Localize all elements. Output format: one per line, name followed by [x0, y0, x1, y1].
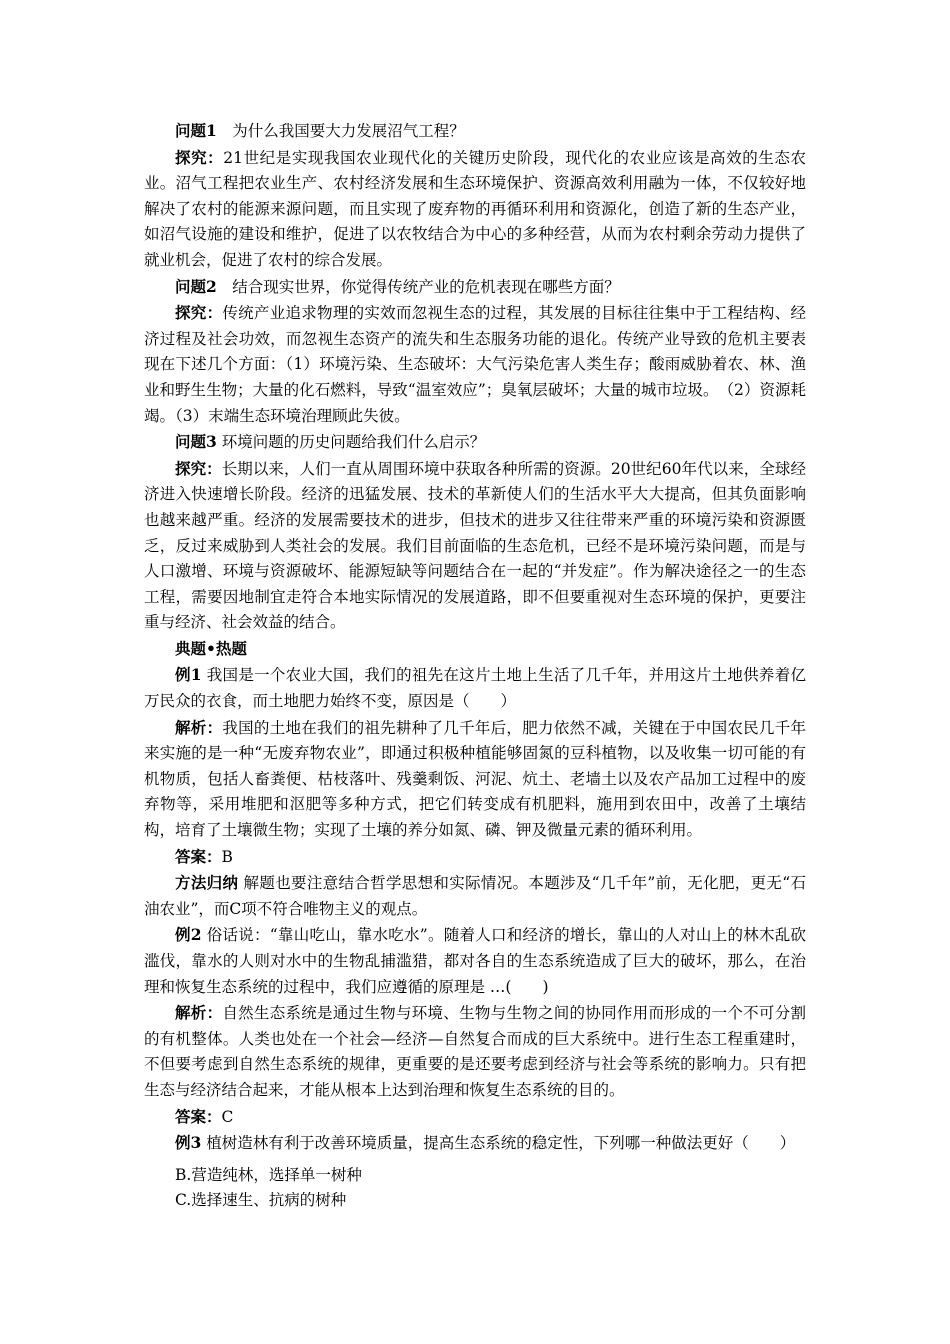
- analysis-label: 解析：: [175, 717, 223, 737]
- question-label: 问题2: [175, 276, 217, 296]
- analysis-2: [144, 1000, 806, 1103]
- exploration-text: 传统产业追求物理的实效而忽视生态的过程，其发展的目标往往集中于工程结构、经济过程及社会功效，而忽视生态资产的流失和生态服务功能的退化。传统产业导致的危机主要表现在下述几个方面：（1）环境污染、生态破坏：大气污染危害人类生存；酸雨威胁着农、林、渔业和野生生物；大量的化石燃料，导致“温室效应”；臭氧层破坏；大量的城市垃圾。 （2）资源耗竭。（3）末端生态环境治理顾此失彼。: [144, 304, 806, 425]
- example-2: [144, 922, 806, 1000]
- analysis-1: [144, 715, 806, 844]
- document-body: [144, 118, 806, 1157]
- analysis-label: 解析：: [175, 1003, 223, 1023]
- example-1: [144, 662, 806, 714]
- answer-text: C: [221, 1107, 234, 1126]
- example-label: 例3: [175, 1133, 202, 1153]
- question-3: [144, 429, 806, 456]
- exploration-3: [144, 456, 806, 636]
- question-label: 问题1: [175, 121, 217, 140]
- question-text: 结合现实世界，你觉得传统产业的危机表现在哪些方面？: [216, 277, 620, 296]
- method-summary: [144, 870, 806, 922]
- answer-label: 答案：: [175, 1106, 222, 1126]
- analysis-text: 自然生态系统是通过生物与环境、生物与生物之间的协同作用而形成的一个不可分割的有机整体。人类也处在一个社会—经济—自然复合而成的巨大系统中。进行生态工程重建时，不但要考虑到自然生态系统的规律，更重要的是还要考虑到经济与社会等系统的影响力。只有把生态与经济结合起来，才能从根本上达到治理和恢复生态系统的目的。: [144, 1004, 806, 1099]
- exploration-label: 探究：: [175, 303, 223, 323]
- example-3: [144, 1130, 806, 1157]
- answer-2: [144, 1104, 806, 1131]
- answer-options: [144, 1163, 806, 1214]
- section-heading-label: 典题•热题: [175, 638, 247, 658]
- answer-1: [144, 844, 806, 871]
- answer-text: B: [221, 847, 233, 866]
- exploration-label: 探究：: [175, 147, 224, 167]
- question-text: 为什么我国要大力发展沼气工程？: [216, 122, 465, 140]
- example-label: 例2: [175, 925, 202, 945]
- question-text: 环境问题的历史问题给我们什么启示？: [216, 433, 486, 452]
- example-text: 俗话说：“靠山吃山，靠水吃水”。随着人口和经济的增长，靠山的人对山上的林木乱砍滥伐，靠水的人则对水中的生物乱捕滥猎，都对各自的生态系统造成了巨大的破坏，那么，在治理和恢复生态系统的过程中，我们应遵循的原理是 …( ): [144, 926, 806, 996]
- example-text: 植树造林有利于改善环境质量，提高生态系统的稳定性，下列哪一种做法更好（ ）: [201, 1134, 796, 1153]
- question-1: [144, 118, 806, 145]
- section-heading: [144, 636, 806, 663]
- answer-label: 答案：: [175, 846, 222, 866]
- question-label: 问题3: [175, 432, 217, 452]
- exploration-1: [144, 145, 806, 274]
- exploration-label: 探究：: [175, 458, 222, 478]
- exploration-2: [144, 300, 806, 429]
- question-2: [144, 274, 806, 301]
- document-page: [144, 118, 806, 1214]
- method-text: 解题也要注意结合哲学思想和实际情况。本题涉及“几千年”前，无化肥，更无“石油农业”，而C项不符合唯物主义的观点。: [144, 874, 806, 918]
- exploration-text: 长期以来，人们一直从周围环境中获取各种所需的资源。20世纪60年代以来，全球经济进入快速增长阶段。经济的迅猛发展、技术的革新使人们的生活水平大大提高，但其负面影响也越来越严重。经济的发展需要技术的进步，但技术的进步又往往带来严重的环境污染和资源匮乏，反过来威胁到人类社会的发展。我们目前面临的生态危机，已经不是环境污染问题，而是与人口激增、环境与资源破坏、能源短缺等问题结合在一起的“并发症”。作为解决途径之一的生态工程，需要因地制宜走符合本地实际情况的发展道路，即不但要重视对生态环境的保护，更要注重与经济、社会效益的结合。: [144, 459, 806, 632]
- exploration-text: 21世纪是实现我国农业现代化的关键历史阶段，现代化的农业应该是高效的生态农业。沼气工程把农业生产、农村经济发展和生态环境保护、资源高效利用融为一体，不仅较好地解决了农村的能源来源问题，而且实现了废弃物的再循环利用和资源化，创造了新的生态产业，如沼气设施的建设和维护，促进了以农牧结合为中心的多种经营，从而为农村剩余劳动力提供了就业机会，促进了农村的综合发展。: [144, 148, 806, 269]
- example-label: 例1: [175, 665, 202, 685]
- option-c: C.选择速生、抗病的树种: [175, 1191, 347, 1210]
- example-text: 我国是一个农业大国，我们的祖先在这片土地上生活了几千年，并用这片土地供养着亿万民众的衣食，而土地肥力始终不变，原因是（ ）: [144, 666, 806, 711]
- analysis-text: 我国的土地在我们的祖先耕种了几千年后，肥力依然不减，关键在于中国农民几千年来实施的是一种“无废弃物农业”，即通过积极种植能够固氮的豆科植物，以及收集一切可能的有机物质，包括人畜粪便、枯枝落叶、残羹剩饭、河泥、炕土、老墙土以及农产品加工过程中的废弃物等，采用堆肥和沤肥等多种方式，把它们转变成有机肥料，施用到农田中，改善了土壤结构，培育了土壤微生物；实现了土壤的养分如氮、磷、钾及微量元素的循环利用。: [144, 718, 806, 840]
- method-label: 方法归纳: [175, 873, 239, 893]
- option-b: B.营造纯林，选择单一树种: [175, 1165, 362, 1184]
